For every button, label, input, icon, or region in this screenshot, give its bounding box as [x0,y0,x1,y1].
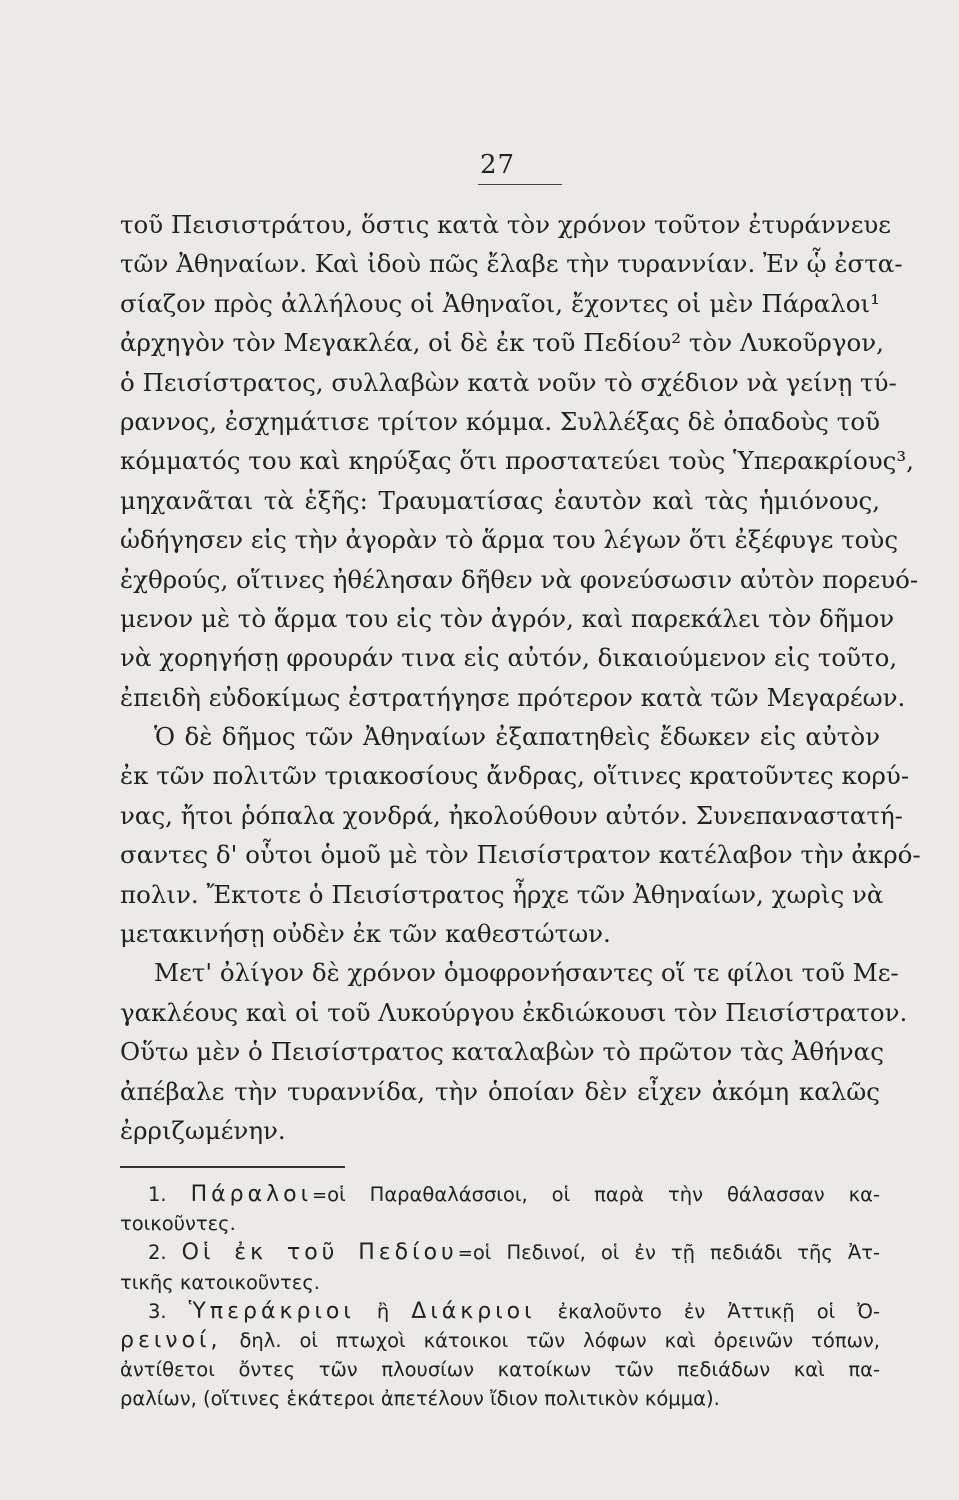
footnote-number: 3. [148,1299,167,1323]
text-line: Οὕτω μὲν ὁ Πεισίστρατος καταλαβὼν τὸ πρῶτον τὰς Ἀθήνας [120,1037,884,1067]
text-line: Μετ' ὀλίγον δὲ χρόνον ὁμοφρονήσαντες οἵ τε φίλοι τοῦ Με- [154,958,899,988]
footnote-2-continuation: τικῆς κατοικοῦντες. [120,1270,320,1294]
footnote-number: 2. [148,1241,167,1265]
footnote-definition: οἱ Παραθαλάσσιοι, οἱ παρὰ τὴν θάλασσαν κα- [327,1183,880,1206]
text-line: πολιν. Ἔκτοτε ὁ Πεισίστρατος ἦρχε τῶν Ἀθηναίων, χωρὶς νὰ [120,879,884,909]
text-line: μετακινήσῃ οὐδὲν ἐκ τῶν καθεστώτων. [120,919,611,949]
footnotes [120,1180,880,1414]
footnote-term: ρεινοί, [120,1327,222,1353]
footnote-3-line-3: ἀντίθετοι ὄντες τῶν πλουσίων κατοίκων τῶν πεδιάδων καὶ πα- [120,1358,880,1382]
footnote-equals: = [312,1185,328,1206]
text-line: μενον μὲ τὸ ἅρμα του εἰς τὸν ἀγρόν, καὶ παρεκάλει τὸν δῆμον [120,603,895,633]
footnote-3-line-4: ραλίων, (οἵτινες ἑκάτεροι ἀπετέλουν ἴδιον πολιτικὸν κόμμα). [120,1387,720,1411]
text-line: Ὁ δὲ δῆμος τῶν Ἀθηναίων ἐξαπατηθεὶς ἔδωκεν εἰς αὐτὸν [154,722,880,752]
footnote-term: Ὑπεράκριοι [188,1298,355,1324]
footnote-text: δηλ. οἱ πτωχοὶ κάτοικοι τῶν λόφων καὶ ὀρεινῶν τόπων, [239,1328,880,1352]
main-text [120,205,921,1150]
text-line: νὰ χορηγήσῃ φρουράν τινα εἰς αὐτόν, δικαιούμενον εἰς τοῦτο, [120,643,898,673]
text-line: ἐκ τῶν πολιτῶν τριακοσίους ἄνδρας, οἵτινες κρατοῦντες κορύ- [120,761,910,791]
footnote-term: Οἱ ἐκ τοῦ Πεδίου [181,1240,458,1266]
text-line: τῶν Ἀθηναίων. Καὶ ἰδοὺ πῶς ἔλαβε τὴν τυραννίαν. Ἐν ᾧ ἐστα- [120,249,903,279]
text-line: σαντες δ' οὗτοι ὁμοῦ μὲ τὸν Πεισίστρατον κατέλαβον τὴν ἀκρό- [120,840,921,870]
text-line: ὡδήγησεν εἰς τὴν ἀγορὰν τὸ ἅρμα του λέγων ὅτι ἐξέφυγε τοὺς [120,525,899,555]
footnote-number: 1. [148,1183,167,1206]
footnote-3 [120,1297,880,1326]
text-line: ἀρχηγὸν τὸν Μεγακλέα, οἱ δὲ ἐκ τοῦ Πεδίου² τὸν Λυκοῦργον, [120,328,884,358]
footnote-separator [120,1166,345,1168]
text-line: ραννος, ἐσχημάτισε τρίτον κόμμα. Συλλέξας δὲ ὀπαδοὺς τοῦ [120,406,880,436]
text-line: νας, ἤτοι ῥόπαλα χονδρά, ἠκολούθουν αὐτόν. Συνεπαναστατή- [120,800,903,830]
text-line: τοῦ Πεισιστράτου, ὅστις κατὰ τὸν χρόνον τοῦτον ἐτυράννευε [120,210,891,239]
text-line: κόμματός του καὶ κηρύξας ὅτι προστατεύει τοὺς Ὑπερακρίους³, [120,446,914,476]
footnote-1 [120,1180,880,1209]
text-line: σίαζον πρὸς ἀλλήλους οἱ Ἀθηναῖοι, ἔχοντες οἱ μὲν Πάραλοι¹ [120,288,880,318]
text-line: ἐχθρούς, οἵτινες ἠθέλησαν δῆθεν νὰ φονεύσωσιν αὐτὸν πορευό- [120,564,919,594]
footnote-definition: ἐκαλοῦντο ἐν Ἀττικῇ οἱ Ὀ- [557,1299,881,1323]
footnote-2 [120,1238,880,1267]
footnote-term: Πάραλοι [190,1182,313,1207]
page-number-rule [478,184,562,185]
footnote-connector: ἢ [376,1299,390,1323]
text-line: ὁ Πεισίστρατος, συλλαβὼν κατὰ νοῦν τὸ σχέδιον νὰ γείνῃ τύ- [120,367,897,397]
footnote-term: Διάκριοι [411,1298,536,1324]
text-line: ἐρριζωμένην. [120,1115,286,1145]
text-line: μηχανᾶται τὰ ἑξῆς: Τραυματίσας ἑαυτὸν καὶ τὰς ἡμιόνους, [120,485,880,515]
page-number: 27 [480,150,516,180]
footnote-1-continuation: τοικοῦντες. [120,1212,236,1236]
footnote-3-line-2 [120,1326,880,1355]
footnote-equals: = [457,1243,473,1265]
footnote-definition: οἱ Πεδινοί, οἱ ἐν τῇ πεδιάδι τῆς Ἀτ- [472,1241,881,1265]
text-line: ἀπέβαλε τὴν τυραννίδα, τὴν ὁποίαν δὲν εἶχεν ἀκόμη καλῶς [120,1076,880,1106]
text-line: ἐπειδὴ εὐδοκίμως ἐστρατήγησε πρότερον κατὰ τῶν Μεγαρέων. [120,682,906,712]
text-line: γακλέους καὶ οἱ τοῦ Λυκούργου ἐκδιώκουσι τὸν Πεισίστρατον. [120,997,908,1027]
